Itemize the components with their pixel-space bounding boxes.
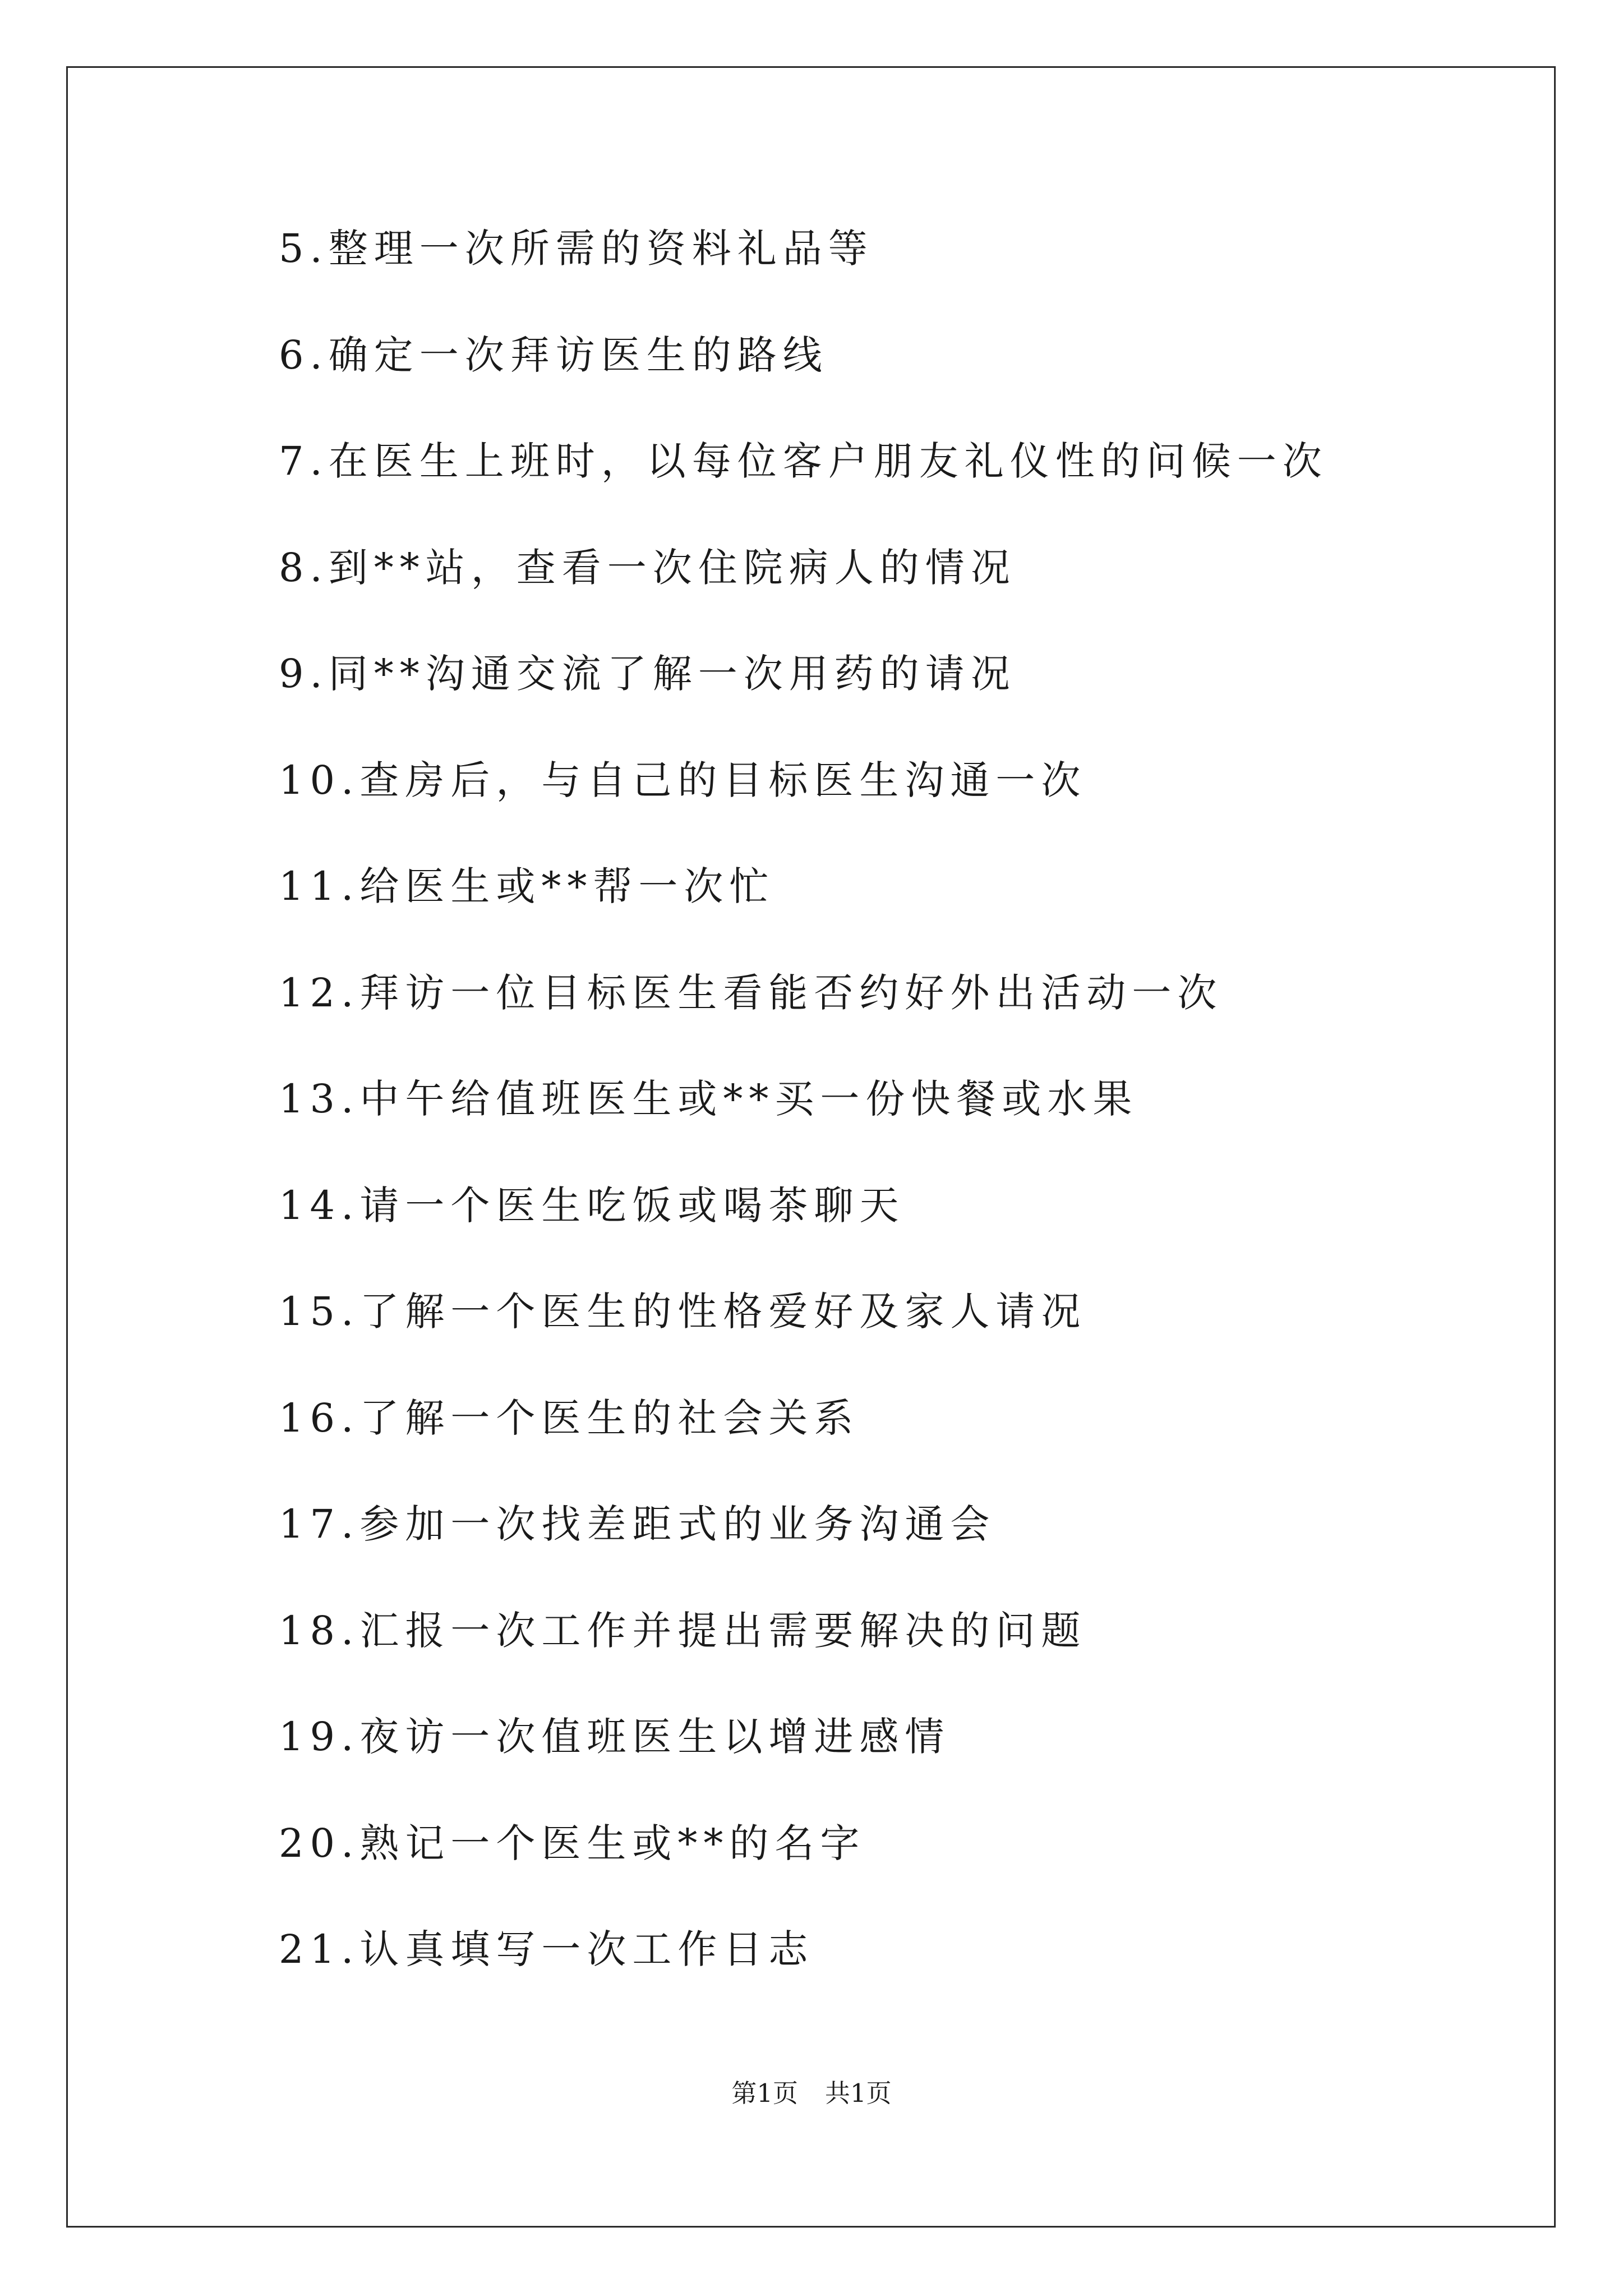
list-item: 7.在医生上班时，以每位客户朋友礼仪性的问候一次: [279, 438, 1328, 484]
page-footer: [0, 2077, 1623, 2110]
list-item: 21.认真填写一次工作日志: [279, 1926, 814, 1972]
list-item: 18.汇报一次工作并提出需要解决的问题: [279, 1607, 1087, 1654]
list-item: 17.参加一次找差距式的业务沟通会: [279, 1501, 996, 1547]
list-item: 6.确定一次拜访医生的路线: [279, 332, 828, 378]
list-item: 13.中午给值班医生或**买一份快餐或水果: [279, 1076, 1138, 1122]
page-number-current: 第1页: [731, 2078, 798, 2108]
page-number-total: 共1页: [825, 2078, 892, 2108]
list-item: 15.了解一个医生的性格爱好及家人请况: [279, 1289, 1087, 1335]
list-item: 10.查房后，与自己的目标医生沟通一次: [279, 757, 1087, 803]
list-item: 9.同**沟通交流了解一次用药的请况: [279, 651, 1016, 697]
list-item: 5.整理一次所需的资料礼品等: [279, 226, 874, 272]
list-item: 8.到**站，查看一次住院病人的情况: [279, 544, 1016, 591]
task-list: [279, 220, 1328, 2028]
list-item: 11.给医生或**帮一次忙: [279, 863, 775, 909]
list-item: 14.请一个医生吃饭或喝茶聊天: [279, 1182, 905, 1228]
list-item: 20.熟记一个医生或**的名字: [279, 1820, 866, 1866]
list-item: 16.了解一个医生的社会关系: [279, 1395, 860, 1441]
list-item: 19.夜访一次值班医生以增进感情: [279, 1714, 951, 1760]
list-item: 12.拜访一位目标医生看能否约好外出活动一次: [279, 969, 1223, 1016]
